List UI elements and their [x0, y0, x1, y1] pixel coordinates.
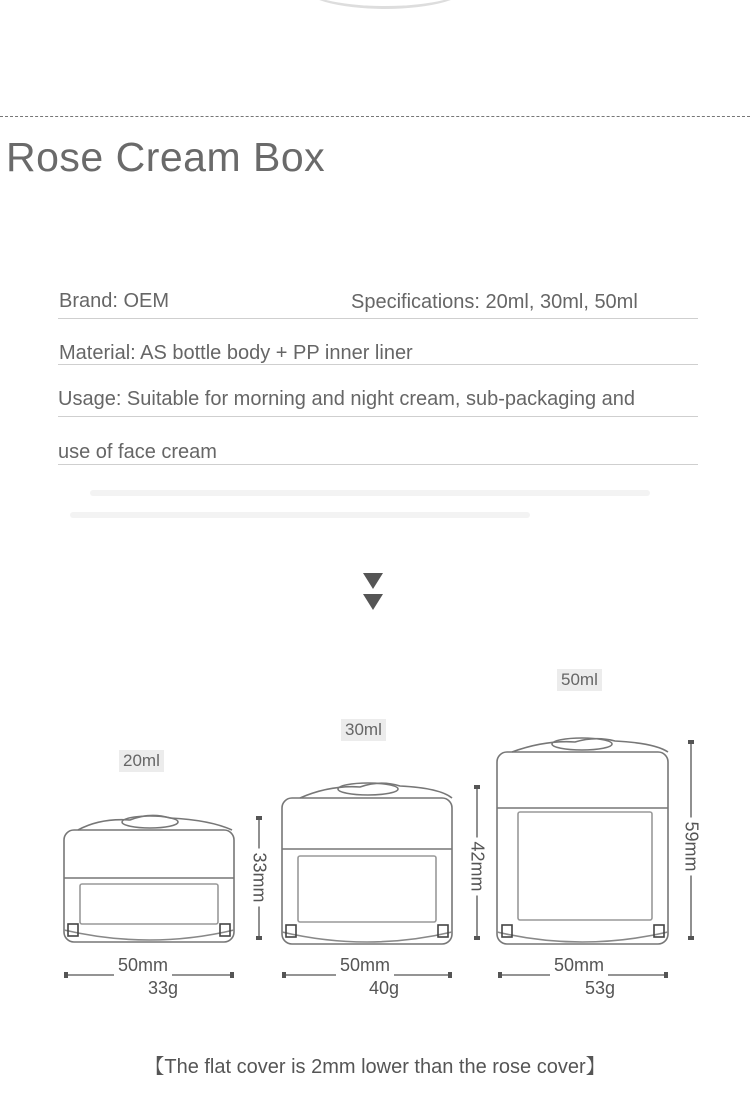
spec-brand: Brand: OEM: [59, 290, 170, 312]
jar-20ml-capacity: 20ml: [119, 750, 164, 772]
jar-30ml-height: 42mm: [467, 837, 488, 895]
jar-20ml-weight: 33g: [148, 978, 179, 998]
jar-30ml-image: [282, 783, 452, 944]
spec-usage-line1: Usage: Suitable for morning and night cream, sub-packaging and: [58, 388, 636, 410]
spec-material: Material: AS bottle body + PP inner liner: [59, 342, 413, 364]
footer-note: 【The flat cover is 2mm lower than the rose cover】: [144, 1056, 606, 1078]
jar-50ml-weight: 53g: [585, 978, 616, 998]
jar-50ml-height: 59mm: [681, 817, 702, 875]
jar-50ml-capacity: 50ml: [557, 669, 602, 691]
spec-usage-line2: use of face cream: [58, 441, 217, 463]
jar-30ml-width: 50mm: [336, 955, 394, 976]
jar-50ml-width: 50mm: [550, 955, 608, 976]
spec-specifications: Specifications: 20ml, 30ml, 50ml: [351, 291, 638, 313]
jar-20ml-width: 50mm: [114, 955, 172, 976]
page-title: Rose Cream Box: [6, 134, 326, 180]
jar-20ml-height: 33mm: [249, 848, 270, 906]
jar-30ml-capacity: 30ml: [341, 719, 386, 741]
jar-50ml-image: [497, 738, 668, 944]
jar-30ml-weight: 40g: [369, 978, 400, 998]
jar-20ml-image: [64, 815, 234, 942]
